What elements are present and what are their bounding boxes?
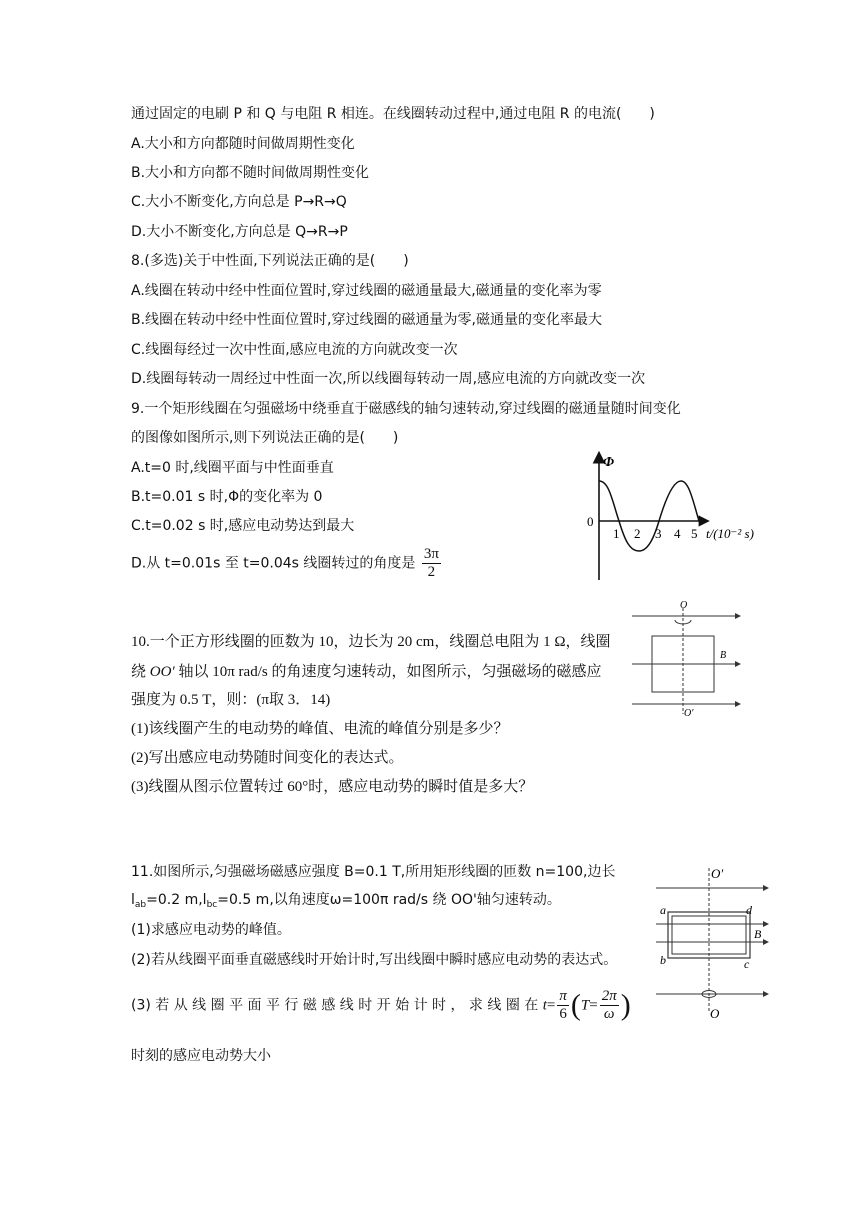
q9-option-d-text: D.从 t=0.01s 至 t=0.04s 线圈转过的角度是 [131,555,416,572]
fraction-denominator: ω [603,1006,615,1022]
fraction-numerator: π [559,988,567,1004]
T-symbol: T [580,997,590,1014]
q11-line2 [131,890,561,915]
q11-line2-rest: =0.5 m,以角速度ω=100π rad/s 绕 OO'轴匀速转动。 [217,892,561,908]
fraction-denominator: 6 [559,1006,567,1022]
q9-option-d [131,546,443,581]
q10-sub2: (2)写出感应电动势随时间变化的表达式。 [131,750,404,766]
q10-line3: 强度为 0.5 T，则：(π取 3．14) [131,692,331,708]
q9-flux-graph [585,448,775,584]
period-fraction [600,988,619,1023]
fraction-denominator: 2 [427,564,436,580]
subscript-bc: bc [206,900,218,910]
q7-option-c: C.大小不断变化,方向总是 P→R→Q [131,194,347,210]
q10-line1: 10.一个正方形线圈的匝数为 10，边长为 20 cm，线圈总电阻为 1 Ω，线圈 [131,634,611,650]
y-axis-label: Φ [603,455,615,470]
q9-option-b: B.t=0.01 s 时,Φ的变化率为 0 [131,489,323,505]
q10-sub1: (1)该线圈产生的电动势的峰值、电流的峰值分别是多少？ [131,721,509,737]
axis-bottom-label: O′ [684,708,694,719]
axis-top-label: O [680,600,688,611]
l-symbol: l [131,892,135,908]
q10-line2-post: 轴以 10π rad/s 的角速度匀速转动，如图所示，匀强磁场的磁感应 [178,664,602,680]
q11-sub2: (2)若从线圈平面垂直磁感线时开始计时,写出线圈中瞬时感应电动势的表达式。 [131,952,618,968]
tick-label-5: 5 [691,526,698,541]
q9-option-d-fraction [422,546,441,581]
equals-sign: = [589,997,598,1014]
q8-option-b: B.线圈在转动中经中性面位置时,穿过线圈的磁通量为零,磁通量的变化率最大 [131,312,602,328]
q9-option-c: C.t=0.02 s 时,感应电动势达到最大 [131,518,355,534]
fraction-numerator: 2π [601,988,617,1004]
q11-coil-figure [654,864,772,1020]
q11-sub3-text: (3) 若 从 线 圈 平 面 平 行 磁 感 线 时 开 始 计 时 ， 求 线 圈 在 [131,997,539,1014]
tick-label-1: 1 [613,526,620,541]
q10-sub3: (3)线圈从图示位置转过 60°时，感应电动势的瞬时值是多大？ [131,779,534,795]
axis-top-label: O′ [711,866,724,881]
q7-option-b: B.大小和方向都不随时间做周期性变化 [131,165,370,181]
q7-stem-tail: 通过固定的电刷 P 和 Q 与电阻 R 相连。在线圈转动过程中,通过电阻 R 的电流( ) [131,106,655,122]
tick-label-3: 3 [655,526,662,541]
corner-d: d [746,903,752,917]
q7-option-a: A.大小和方向都随时间做周期性变化 [131,136,355,152]
origin-label: 0 [587,514,594,529]
q10-axis-label: OO′ [149,664,175,680]
q8-option-c: C.线圈每经过一次中性面,感应电流的方向就改变一次 [131,342,458,358]
pi-over-6-fraction [557,988,569,1023]
q8-option-a: A.线圈在转动中经中性面位置时,穿过线圈的磁通量最大,磁通量的变化率为零 [131,283,602,299]
corner-c: c [744,957,750,971]
subscript-ab: ab [134,900,147,910]
tick-label-2: 2 [634,526,641,541]
q11-sub3 [131,988,631,1023]
equals-sign: = [546,997,556,1014]
right-paren: ) [620,988,631,1022]
q10-coil-figure [630,598,742,720]
corner-b: b [660,953,666,967]
field-label: B [720,650,727,661]
q11-line1: 11.如图所示,匀强磁场磁感应强度 B=0.1 T,所用矩形线圈的匝数 n=100,边长 [131,864,616,880]
q9-stem-line2: 的图像如图所示,则下列说法正确的是( ) [131,430,399,446]
q9-option-a: A.t=0 时,线圈平面与中性面垂直 [131,460,334,476]
corner-a: a [660,903,666,917]
t-symbol: t [542,997,547,1014]
q8-stem: 8.(多选)关于中性面,下列说法正确的是( ) [131,253,409,269]
tick-label-4: 4 [674,526,681,541]
q9-stem-line1: 9.一个矩形线圈在匀强磁场中绕垂直于磁感线的轴匀速转动,穿过线圈的磁通量随时间变化 [131,401,681,417]
q7-option-d: D.大小不断变化,方向总是 Q→R→P [131,224,348,240]
q10-line2-pre: 绕 [131,664,147,680]
fraction-numerator: 3π [423,546,439,562]
q11-sub1: (1)求感应电动势的峰值。 [131,922,291,938]
left-paren: ( [570,988,581,1022]
q11-sub3-tail: 时刻的感应电动势大小 [131,1048,271,1064]
field-label: B [754,927,762,941]
q8-option-d: D.线圈每转动一周经过中性面一次,所以线圈每转动一周,感应电流的方向就改变一次 [131,371,646,387]
ab-value: =0.2 m,l [146,892,207,908]
q10-line2 [131,662,601,682]
x-axis-label: t/(10⁻² s) [706,526,754,541]
axis-bottom-label: O [710,1006,720,1020]
